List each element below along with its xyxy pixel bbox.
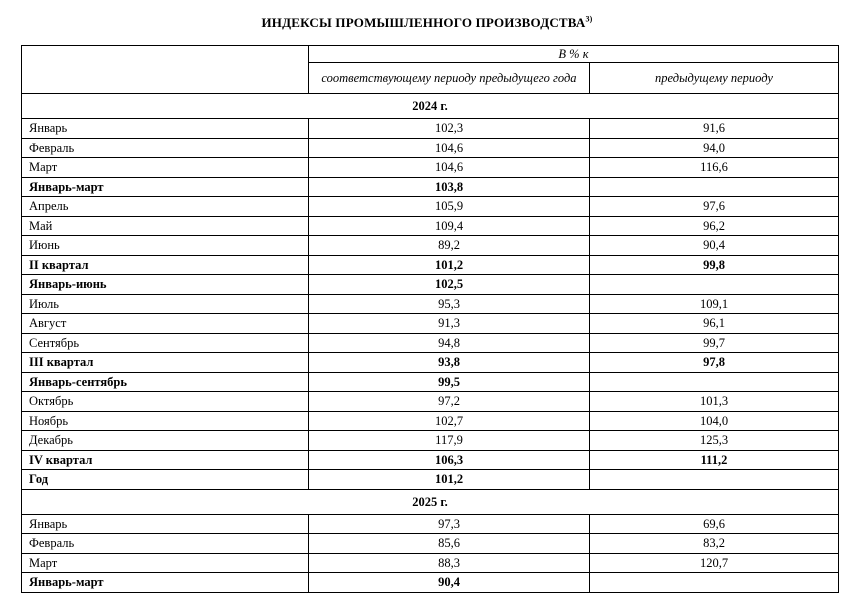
row-label: Февраль — [22, 534, 309, 554]
value-previous-period — [590, 372, 839, 392]
table-row — [22, 573, 839, 593]
value-same-period: 104,6 — [309, 158, 590, 178]
table-row — [22, 411, 839, 431]
value-previous-period: 101,3 — [590, 392, 839, 412]
table-row — [22, 138, 839, 158]
value-previous-period — [590, 177, 839, 197]
table-row — [22, 177, 839, 197]
value-same-period: 106,3 — [309, 450, 590, 470]
value-same-period: 90,4 — [309, 573, 590, 593]
table-row — [22, 333, 839, 353]
row-label: Сентябрь — [22, 333, 309, 353]
value-same-period: 102,5 — [309, 275, 590, 295]
header-col-previous-period: предыдущему периоду — [590, 63, 839, 94]
value-previous-period: 109,1 — [590, 294, 839, 314]
year-label: 2025 г. — [22, 489, 839, 514]
value-previous-period — [590, 470, 839, 490]
header-col-same-period: соответствующему периоду предыдущего года — [309, 63, 590, 94]
value-previous-period: 96,2 — [590, 216, 839, 236]
table-row — [22, 431, 839, 451]
row-label: Апрель — [22, 197, 309, 217]
table-row — [22, 294, 839, 314]
value-same-period: 117,9 — [309, 431, 590, 451]
title-text: ИНДЕКСЫ ПРОМЫШЛЕННОГО ПРОИЗВОДСТВА — [261, 15, 586, 30]
table-row — [22, 275, 839, 295]
value-same-period: 89,2 — [309, 236, 590, 256]
row-label: Октябрь — [22, 392, 309, 412]
value-previous-period: 94,0 — [590, 138, 839, 158]
table-row — [22, 450, 839, 470]
header-empty-cell — [22, 46, 309, 94]
year-row — [22, 94, 839, 119]
table-row — [22, 119, 839, 139]
value-previous-period — [590, 573, 839, 593]
value-previous-period: 96,1 — [590, 314, 839, 334]
row-label: Ноябрь — [22, 411, 309, 431]
table-row — [22, 158, 839, 178]
value-previous-period: 125,3 — [590, 431, 839, 451]
table-row — [22, 236, 839, 256]
year-label: 2024 г. — [22, 94, 839, 119]
table-row — [22, 470, 839, 490]
row-label: Январь-сентябрь — [22, 372, 309, 392]
value-same-period: 102,3 — [309, 119, 590, 139]
row-label: Август — [22, 314, 309, 334]
value-same-period: 103,8 — [309, 177, 590, 197]
table-row — [22, 255, 839, 275]
table-row — [22, 534, 839, 554]
row-label: Январь-июнь — [22, 275, 309, 295]
value-previous-period: 99,8 — [590, 255, 839, 275]
row-label: Год — [22, 470, 309, 490]
value-same-period: 91,3 — [309, 314, 590, 334]
row-label: Март — [22, 553, 309, 573]
value-same-period: 109,4 — [309, 216, 590, 236]
value-previous-period — [590, 275, 839, 295]
row-label: Февраль — [22, 138, 309, 158]
table-row — [22, 314, 839, 334]
row-label: Март — [22, 158, 309, 178]
year-row — [22, 489, 839, 514]
value-same-period: 97,2 — [309, 392, 590, 412]
value-same-period: 95,3 — [309, 294, 590, 314]
table-row — [22, 197, 839, 217]
value-same-period: 99,5 — [309, 372, 590, 392]
row-label: Январь-март — [22, 573, 309, 593]
row-label: Январь-март — [22, 177, 309, 197]
header-top-label: В % к — [309, 46, 839, 63]
value-previous-period: 97,6 — [590, 197, 839, 217]
value-previous-period: 104,0 — [590, 411, 839, 431]
row-label: Июль — [22, 294, 309, 314]
value-same-period: 102,7 — [309, 411, 590, 431]
value-previous-period: 120,7 — [590, 553, 839, 573]
value-same-period: 94,8 — [309, 333, 590, 353]
table-row — [22, 514, 839, 534]
table-row — [22, 216, 839, 236]
value-previous-period: 69,6 — [590, 514, 839, 534]
title-footnote-mark: 3) — [585, 14, 593, 24]
row-label: Май — [22, 216, 309, 236]
value-previous-period: 99,7 — [590, 333, 839, 353]
value-previous-period: 91,6 — [590, 119, 839, 139]
value-previous-period: 83,2 — [590, 534, 839, 554]
row-label: Январь — [22, 119, 309, 139]
value-same-period: 97,3 — [309, 514, 590, 534]
value-same-period: 85,6 — [309, 534, 590, 554]
row-label: III квартал — [22, 353, 309, 373]
table-row — [22, 372, 839, 392]
value-same-period: 88,3 — [309, 553, 590, 573]
table-row — [22, 392, 839, 412]
value-same-period: 101,2 — [309, 470, 590, 490]
value-previous-period: 90,4 — [590, 236, 839, 256]
value-previous-period: 111,2 — [590, 450, 839, 470]
row-label: IV квартал — [22, 450, 309, 470]
row-label: Декабрь — [22, 431, 309, 451]
page-title — [0, 15, 854, 31]
value-same-period: 105,9 — [309, 197, 590, 217]
row-label: Июнь — [22, 236, 309, 256]
value-same-period: 104,6 — [309, 138, 590, 158]
value-same-period: 101,2 — [309, 255, 590, 275]
row-label: Январь — [22, 514, 309, 534]
value-previous-period: 116,6 — [590, 158, 839, 178]
value-previous-period: 97,8 — [590, 353, 839, 373]
value-same-period: 93,8 — [309, 353, 590, 373]
table-row — [22, 553, 839, 573]
table-body — [22, 94, 839, 593]
row-label: II квартал — [22, 255, 309, 275]
table-row — [22, 353, 839, 373]
industrial-production-table — [21, 45, 839, 593]
